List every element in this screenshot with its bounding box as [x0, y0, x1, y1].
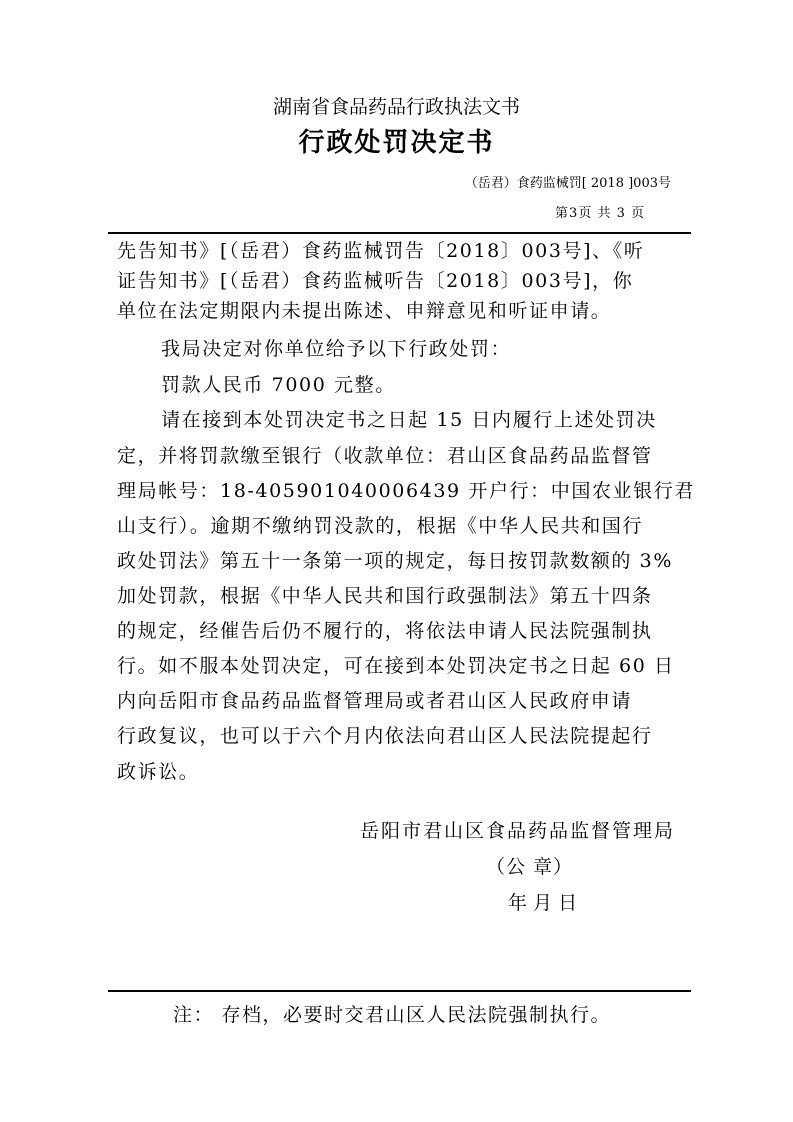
- penalty-amount: 罚款人民币 7000 元整。: [161, 374, 396, 396]
- page-info: 第3页 共 3 页: [555, 206, 645, 221]
- body-line: 山支行）。逾期不缴纳罚没款的，根据《中华人民共和国行: [117, 515, 644, 537]
- signature-date: 年 月 日: [508, 892, 578, 914]
- issuing-organization: 岳阳市君山区食品药品监督管理局: [359, 820, 675, 842]
- body-line: 政诉讼。: [117, 761, 200, 783]
- agency-header: 湖南省食品药品行政执法文书: [272, 96, 520, 118]
- document-title: 行政处罚决定书: [298, 128, 495, 158]
- top-rule: [108, 232, 691, 234]
- body-line: 内向岳阳市食品药品监督管理局或者君山区人民政府申请: [117, 690, 633, 712]
- body-line: 行。如不服本处罚决定，可在接到本处罚决定书之日起 60 日: [117, 655, 675, 677]
- official-seal-placeholder: （公 章）: [486, 856, 574, 878]
- body-line: 先告知书》[（岳君）食药监械罚告〔2018〕003号]、《听: [117, 240, 645, 262]
- body-line: 我局决定对你单位给予以下行政处罚：: [161, 338, 512, 360]
- body-line: 加处罚款，根据《中华人民共和国行政强制法》第五十四条: [117, 585, 653, 607]
- body-line: 证告知书》[（岳君）食药监械听告〔2018〕003号]，你: [117, 270, 634, 292]
- document-number: （岳君）食药监械罚[ 2018 ]003号: [464, 176, 671, 191]
- body-line: 行政复议，也可以于六个月内依法向君山区人民法院提起行: [117, 725, 653, 747]
- body-line: 政处罚法》第五十一条第一项的规定，每日按罚款数额的 3%: [117, 550, 673, 572]
- body-line: 的规定，经催告后仍不履行的，将依法申请人民法院强制执: [117, 620, 653, 642]
- body-line: 定，并将罚款缴至银行（收款单位：君山区食品药品监督管: [117, 445, 653, 467]
- body-line: 请在接到本处罚决定书之日起 15 日内履行上述处罚决: [161, 409, 657, 431]
- bottom-rule: [108, 990, 691, 992]
- footer-note: 注： 存档，必要时交君山区人民法院强制执行。: [173, 1004, 612, 1026]
- body-line: 理局帐号：18-405901040006439 开户行：中国农业银行君: [117, 480, 695, 502]
- body-line: 单位在法定期限内未提出陈述、申辩意见和听证申请。: [117, 300, 612, 322]
